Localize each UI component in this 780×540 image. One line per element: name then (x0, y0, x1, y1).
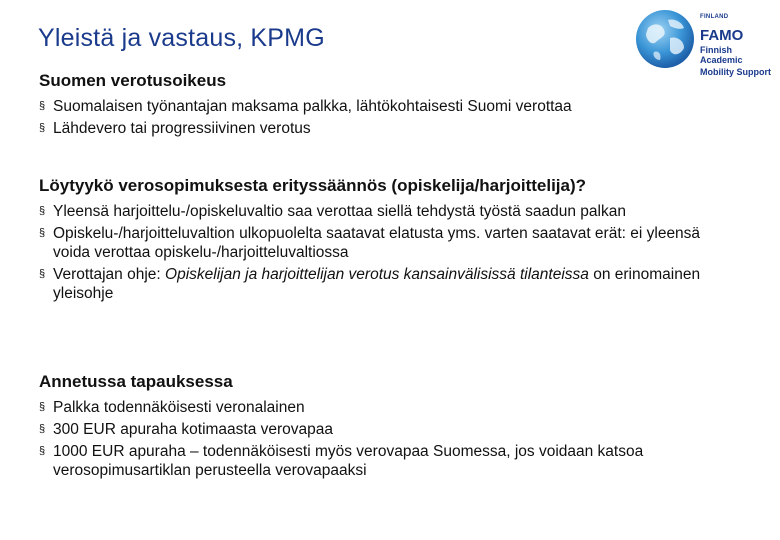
bullet-icon: § (39, 401, 46, 413)
globe-icon (634, 8, 696, 70)
list-item-suffix: on erinomainen yleisohje (53, 266, 701, 302)
bullet-list (39, 202, 740, 303)
list-item-text: Lähdevero tai progressiivinen verotus (53, 120, 311, 137)
bullet-icon: § (39, 205, 46, 217)
logo-subtitle-1: Finnish Academic (700, 45, 743, 65)
section-verotusoikeus (39, 71, 740, 141)
list-item (39, 202, 740, 221)
list-item (39, 420, 740, 439)
section-heading: Annetussa tapauksessa (39, 372, 233, 391)
bullet-icon: § (39, 100, 46, 112)
list-item (39, 265, 740, 303)
bullet-icon: § (39, 445, 46, 457)
list-item (39, 442, 740, 480)
bullet-icon: § (39, 423, 46, 435)
list-item-text: Opiskelu-/harjoitteluvaltion ulkopuolelta saatavat elatusta yms. varten saatavat erät: ei yleensä voida verottaa opiskelu-/harjoitteluvaltiossa (53, 225, 701, 261)
list-item (39, 224, 740, 262)
bullet-list (39, 97, 740, 138)
list-item-prefix: Verottajan ohje: (53, 266, 166, 283)
list-item-text: Yleensä harjoittelu-/opiskeluvaltio saa verottaa siellä tehdystä työstä saadun palkan (53, 203, 626, 220)
list-item (39, 119, 740, 138)
section-heading: Suomen verotusoikeus (39, 71, 227, 90)
section-tapaus (39, 372, 740, 483)
section-verosopimus (39, 176, 740, 306)
list-item-text: Palkka todennäköisesti veronalainen (53, 399, 305, 416)
list-item-text: 300 EUR apuraha kotimaasta verovapaa (53, 421, 334, 438)
bullet-icon: § (39, 227, 46, 239)
logo-subtitle-2: Mobility Support (700, 67, 771, 77)
famo-logo (634, 6, 774, 77)
guideline-title: Opiskelijan ja harjoittelijan verotus kansainvälisissä tilanteissa (165, 266, 589, 283)
list-item-text: 1000 EUR apuraha – todennäköisesti myös verovapaa Suomessa, jos voidaan katsoa verosopimusartiklan perusteella verovapaaksi (53, 443, 644, 479)
bullet-list (39, 398, 740, 480)
slide-title: Yleistä ja vastaus, KPMG (38, 24, 325, 52)
bullet-icon: § (39, 268, 46, 280)
bullet-icon: § (39, 122, 46, 134)
logo-name: FAMO (700, 27, 744, 44)
list-item (39, 97, 740, 116)
list-item (39, 398, 740, 417)
section-heading: Löytyykö verosopimuksesta erityssäännös (opiskelija/harjoittelija)? (39, 176, 587, 195)
logo-country: FINLAND (700, 14, 729, 20)
list-item-text: Suomalaisen työnantajan maksama palkka, lähtökohtaisesti Suomi verottaa (53, 98, 572, 115)
